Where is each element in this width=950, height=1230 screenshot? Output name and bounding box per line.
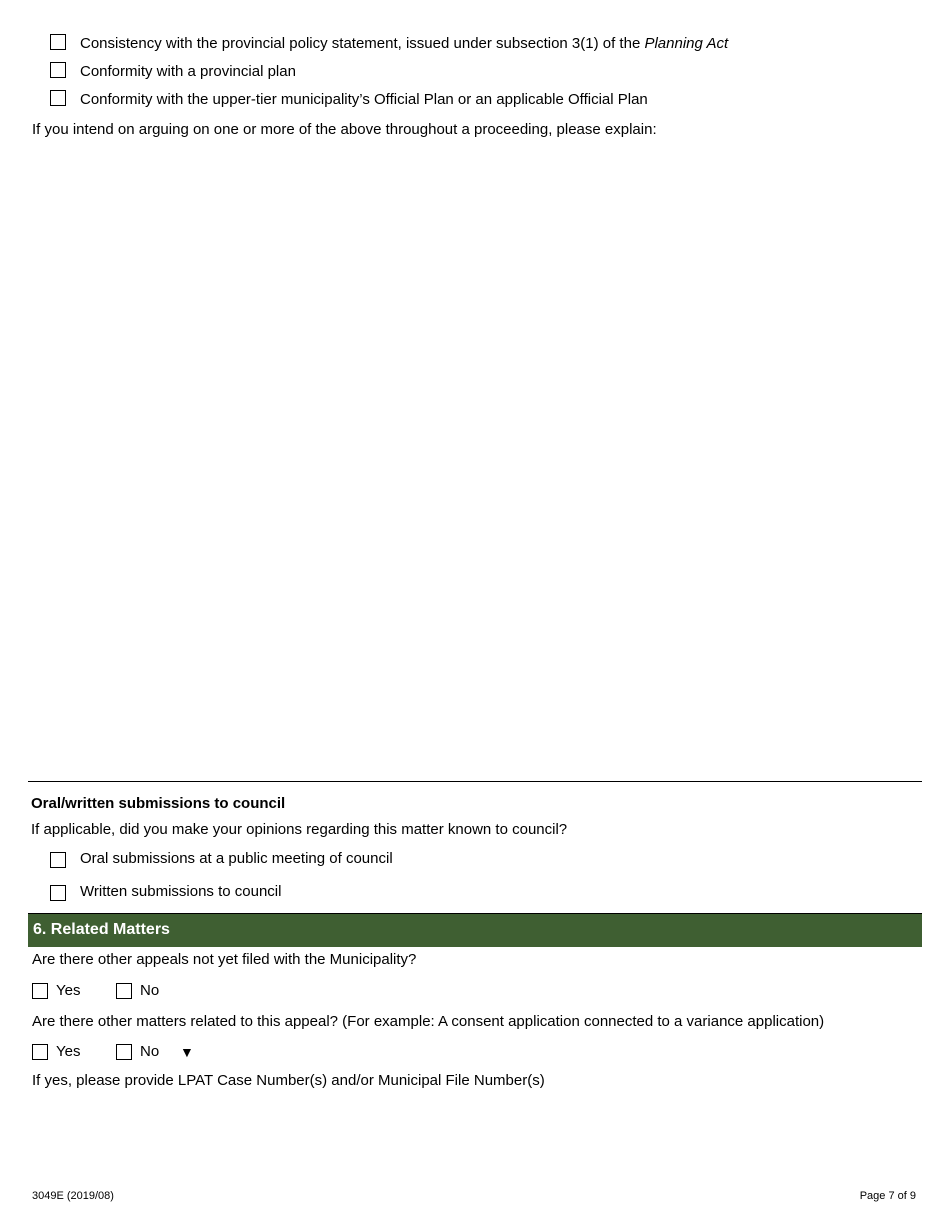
- form-id: 3049E (2019/08): [32, 1190, 114, 1202]
- oral-submissions-checkbox[interactable]: [50, 852, 66, 868]
- related-matters-yes-label: Yes: [56, 1043, 81, 1060]
- related-matters-yes-checkbox[interactable]: [32, 1044, 48, 1060]
- other-appeals-no-label: No: [140, 982, 160, 999]
- explanation-text-area[interactable]: [30, 146, 920, 766]
- provincial-plan-label: Conformity with a provincial plan: [80, 63, 296, 80]
- written-submissions-checkbox[interactable]: [50, 885, 66, 901]
- related-matters-section-header: [28, 913, 922, 947]
- related-matters-no-label: No: [140, 1043, 160, 1060]
- provincial-policy-checkbox[interactable]: [50, 34, 66, 50]
- other-appeals-question: Are there other appeals not yet filed with the Municipality?: [32, 951, 417, 968]
- explain-prompt: If you intend on arguing on one or more of the above throughout a proceeding, please explain:: [32, 121, 657, 138]
- related-matters-no-checkbox[interactable]: [116, 1044, 132, 1060]
- case-number-prompt: If yes, please provide LPAT Case Number(s) and/or Municipal File Number(s): [32, 1072, 545, 1089]
- oral-submissions-label: Oral submissions at a public meeting of council: [80, 850, 393, 867]
- planning-act-italic: Planning Act: [644, 35, 729, 52]
- provincial-policy-label: [80, 35, 728, 53]
- other-appeals-yes-checkbox[interactable]: [32, 983, 48, 999]
- provincial-plan-checkbox[interactable]: [50, 62, 66, 78]
- official-plan-label: Conformity with the upper-tier municipality’s Official Plan or an applicable Official Plan: [80, 91, 648, 108]
- page-number: Page 7 of 9: [859, 1190, 916, 1202]
- submissions-heading: Oral/written submissions to council: [31, 795, 286, 812]
- official-plan-checkbox[interactable]: [50, 90, 66, 106]
- submissions-question: If applicable, did you make your opinions regarding this matter known to council?: [31, 821, 568, 838]
- written-submissions-label: Written submissions to council: [80, 883, 282, 900]
- divider-line: [28, 781, 922, 782]
- chevron-down-icon[interactable]: ▼: [180, 1044, 194, 1060]
- related-matters-question: Are there other matters related to this appeal? (For example: A consent application connected to a variance application): [32, 1013, 825, 1030]
- case-number-text-area[interactable]: [30, 1096, 920, 1176]
- provincial-policy-text: Consistency with the provincial policy statement, issued under subsection 3(1) of the: [80, 35, 645, 52]
- section-title: 6. Related Matters: [33, 921, 170, 938]
- other-appeals-yes-label: Yes: [56, 982, 81, 999]
- other-appeals-no-checkbox[interactable]: [116, 983, 132, 999]
